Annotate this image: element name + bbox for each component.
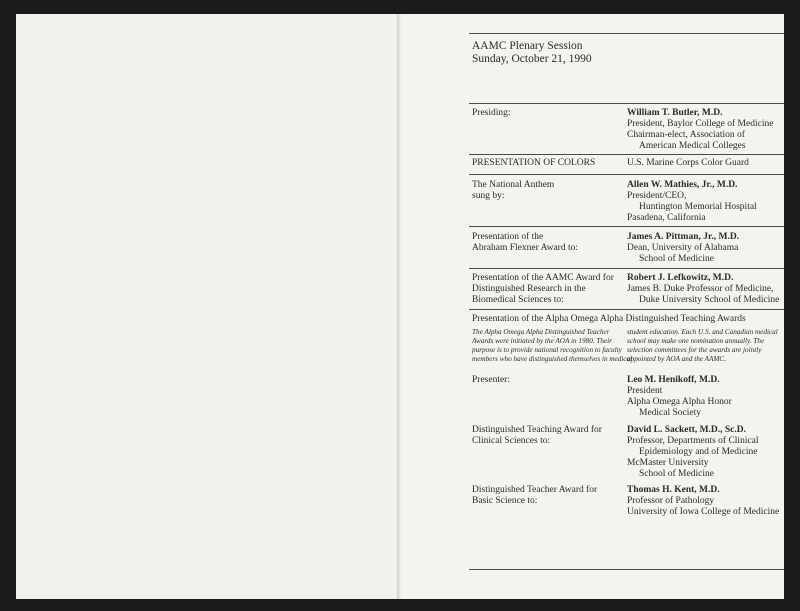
presenter-line: President — [627, 386, 663, 396]
rule-6 — [469, 309, 784, 310]
anthem-label: The National Anthem — [472, 180, 555, 190]
aoa-heading: Presentation of the Alpha Omega Alpha Distinguished Teaching Awards — [472, 314, 746, 324]
rule-1 — [469, 103, 784, 104]
session-date: Sunday, October 21, 1990 — [472, 53, 592, 65]
rule-5 — [469, 268, 784, 269]
presenter-name: Leo M. Henikoff, M.D. — [627, 375, 720, 385]
aoa-note: members who have distinguished themselves in medical — [472, 355, 633, 363]
aoa-note: purpose is to provide national recognition to faculty — [472, 346, 622, 354]
clinical-line: McMaster University — [627, 458, 709, 468]
anthem-line: President/CEO, — [627, 191, 687, 201]
flexner-name: James A. Pittman, Jr., M.D. — [627, 232, 740, 242]
anthem-line: Pasadena, California — [627, 213, 706, 223]
basic-line: Professor of Pathology — [627, 496, 715, 506]
session-title: AAMC Plenary Session — [472, 40, 583, 52]
aoa-note: selection committees for the awards are jointly — [627, 346, 762, 354]
flexner-label: Abraham Flexner Award to: — [472, 243, 578, 253]
basic-name: Thomas H. Kent, M.D. — [627, 485, 720, 495]
clinical-name: David L. Sackett, M.D., Sc.D. — [627, 425, 747, 435]
colors-value: U.S. Marine Corps Color Guard — [627, 158, 749, 168]
presiding-name: William T. Butler, M.D. — [627, 108, 723, 118]
presiding-label: Presiding: — [472, 108, 511, 118]
research-line: James B. Duke Professor of Medicine, — [627, 284, 774, 294]
bottom-rule — [469, 569, 784, 570]
aoa-note: Awards were initiated by the AOA in 1980. Their — [472, 337, 612, 345]
research-line: Duke University School of Medicine — [639, 295, 780, 305]
aoa-note: The Alpha Omega Alpha Distinguished Teacher — [472, 328, 610, 336]
presiding-line: American Medical Colleges — [639, 141, 746, 151]
presiding-line: President, Baylor College of Medicine — [627, 119, 774, 129]
anthem-label: sung by: — [472, 191, 505, 201]
research-label: Distinguished Research in the — [472, 284, 586, 294]
research-label: Presentation of the AAMC Award for — [472, 273, 614, 283]
clinical-line: Epidemiology and of Medicine — [639, 447, 758, 457]
rule-4 — [469, 226, 784, 227]
anthem-name: Allen W. Mathies, Jr., M.D. — [627, 180, 738, 190]
research-name: Robert J. Lefkowitz, M.D. — [627, 273, 734, 283]
presiding-line: Chairman-elect, Association of — [627, 130, 745, 140]
clinical-label: Distinguished Teaching Award for — [472, 425, 602, 435]
aoa-note: school may make one nomination annually. The — [627, 337, 765, 345]
anthem-line: Huntington Memorial Hospital — [639, 202, 757, 212]
flexner-line: Dean, University of Alabama — [627, 243, 739, 253]
presenter-line: Medical Society — [639, 408, 701, 418]
research-label: Biomedical Sciences to: — [472, 295, 564, 305]
aoa-note: student education. Each U.S. and Canadian medical — [627, 328, 778, 336]
rule-2 — [469, 154, 784, 155]
clinical-line: School of Medicine — [639, 469, 714, 479]
right-page — [401, 14, 784, 599]
clinical-line: Professor, Departments of Clinical — [627, 436, 759, 446]
clinical-label: Clinical Sciences to: — [472, 436, 551, 446]
basic-label: Basic Science to: — [472, 496, 538, 506]
left-page — [16, 14, 399, 599]
top-rule — [469, 33, 784, 34]
basic-line: University of Iowa College of Medicine — [627, 507, 780, 517]
basic-label: Distinguished Teacher Award for — [472, 485, 598, 495]
presenter-line: Alpha Omega Alpha Honor — [627, 397, 732, 407]
flexner-line: School of Medicine — [639, 254, 714, 264]
aoa-note: appointed by AOA and the AAMC. — [627, 355, 727, 363]
colors-label: PRESENTATION OF COLORS — [472, 158, 596, 168]
presenter-label: Presenter: — [472, 375, 510, 385]
flexner-label: Presentation of the — [472, 232, 544, 242]
rule-3 — [469, 174, 784, 175]
